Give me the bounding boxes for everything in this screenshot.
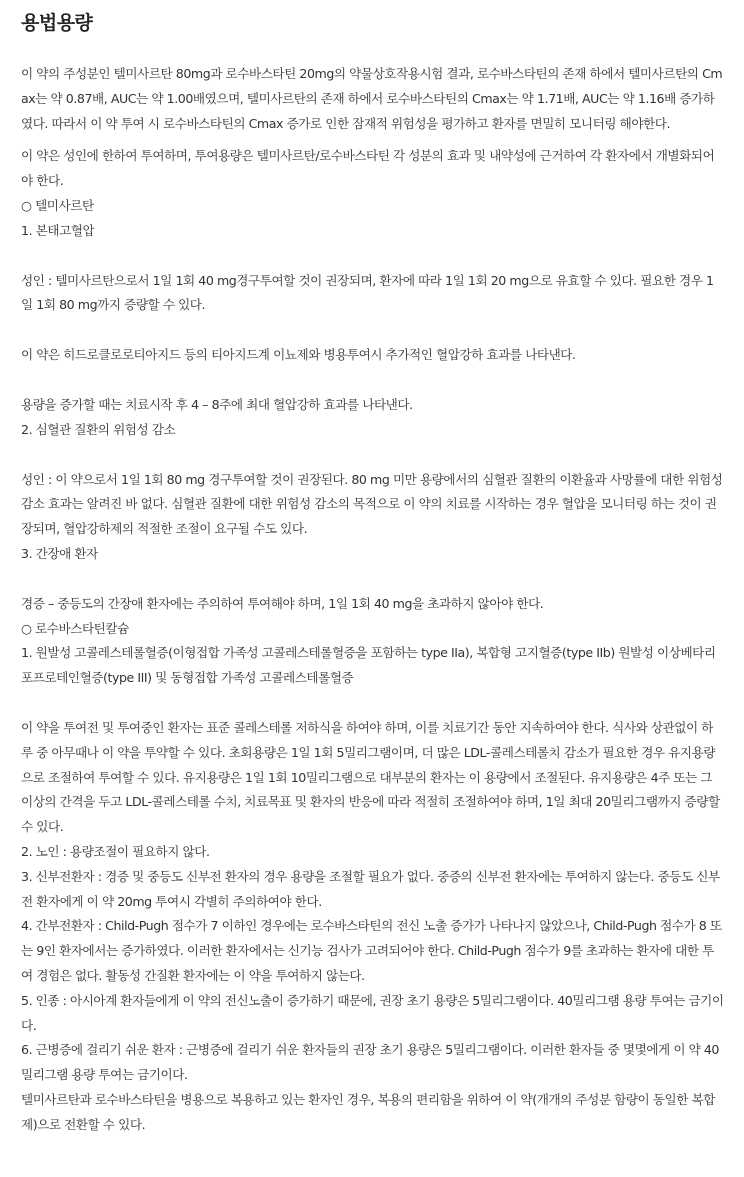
hypertension-adult-dose: 성인 : 텔미사르탄으로서 1일 1회 40 mg경구투여할 것이 권장되며, 환자에 따라 1일 1회 20 mg으로 유효할 수 있다. 필요한 경우 1일 1회 80 mg까지 증량할 수 있다. [21,272,714,313]
section-title: 용법용량 [21,12,93,34]
combination-switch-note: 텔미사르탄과 로수바스타틴을 병용으로 복용하고 있는 환자인 경우, 복용의 편리함을 위하여 이 약(개개의 주성분 함량이 동일한 복합제)으로 전환할 수 있다. [21,1091,715,1132]
hypertension-heading: 1. 본태고혈압 [21,222,95,238]
elderly-item: 2. 노인 : 용량조절이 필요하지 않다. [21,843,210,859]
hypercholesterolemia-heading: 1. 원발성 고콜레스테롤혈증(이형접합 가족성 고콜레스테롤혈증을 포함하는 type IIa), 복합형 고지혈증(type IIb) 원발성 이상베타리포프로테인혈증(type III) 및 동형접합 가족성 고콜레스테롤혈증 [21,645,716,686]
dose-increase-note: 용량을 증가할 때는 치료시작 후 4 – 8주에 최대 혈압강하 효과를 나타낸다. [21,396,413,412]
race-item: 5. 인종 : 아시아계 환자들에게 이 약의 전신노출이 증가하기 때문에, 권장 초기 용량은 5밀리그램이다. 40밀리그램 용량 투여는 금기이다. [21,992,724,1033]
myopathy-risk-item: 6. 근병증에 걸리기 쉬운 환자 : 근병증에 걸리기 쉬운 환자들의 권장 초기 용량은 5밀리그램이다. 이러한 환자들 중 몇몇에게 이 약 40밀리그램 용량 투여는 금기이다. [21,1042,719,1083]
hepatic-impairment-dose: 경증 – 중등도의 간장애 환자에는 주의하여 투여해야 하며, 1일 1회 40 mg을 초과하지 않아야 한다. [21,595,544,611]
dosage-content [21,62,724,1137]
diuretic-combination-note: 이 약은 히드로클로로티아지드 등의 티아지드계 이뇨제와 병용투여시 추가적인 혈압강하 효과를 나타낸다. [21,347,576,363]
adult-dosing-paragraph: 이 약은 성인에 한하여 투여하며, 투여용량은 텔미사르탄/로수바스타틴 각 성분의 효과 및 내약성에 근거하여 각 환자에서 개별화되어야 한다. [21,148,715,189]
cardiovascular-heading: 2. 심혈관 질환의 위험성 감소 [21,421,176,437]
rosuvastatin-dosing-paragraph: 이 약을 투여전 및 투여중인 환자는 표준 콜레스테롤 저하식을 하여야 하며, 이를 치료기간 동안 지속하여야 한다. 식사와 상관없이 하루 중 아무때나 이 약을 투약할 수 있다. 초회용량은 1일 1회 5밀리그램이며, 더 많은 LDL-콜레스테롤치 감소가 필요한 경우 유지용량으로 조절하여 투여할 수 있다. 유지용량은 1일 1회 10밀리그램으로 대부분의 환자는 이 용량에서 조절된다. 유지용량은 4주 또는 그 이상의 간격을 두고 LDL-콜레스테롤 수치, 치료목표 및 환자의 반응에 따라 적절히 조절하여야 하며, 1일 최대 20밀리그램까지 증량할 수 있다. [21,719,720,835]
hepatic-impairment-heading: 3. 간장애 환자 [21,545,98,561]
telmisartan-heading: ○ 텔미사르탄 [21,197,94,213]
interaction-paragraph: 이 약의 주성분인 텔미사르탄 80mg과 로수바스타틴 20mg의 약물상호작용시험 결과, 로수바스타틴의 존재 하에서 텔미사르탄의 Cmax는 약 0.87배, AUC는 약 1.00배였으며, 텔미사르탄의 존재 하에서 로수바스타틴의 Cmax는 약 1.71배, AUC는 약 1.16배 증가하였다. 따라서 이 약 투여 시 로수바스타틴의 Cmax 증가로 인한 잠재적 위험성을 평가하고 환자를 면밀히 모니터링 해야한다. [21,66,723,131]
renal-impairment-item: 3. 신부전환자 : 경증 및 중등도 신부전 환자의 경우 용량을 조절할 필요가 없다. 중증의 신부전 환자에는 투여하지 않는다. 중등도 신부전 환자에게 이 약 20mg 투여시 각별히 주의하여야 한다. [21,868,720,909]
cardiovascular-adult-dose: 성인 : 이 약으로서 1일 1회 80 mg 경구투여할 것이 권장된다. 80 mg 미만 용량에서의 심혈관 질환의 이환율과 사망률에 대한 위험성 감소 효과는 알려진 바 없다. 심혈관 질환에 대한 위험성 감소의 목적으로 이 약의 치료를 시작하는 경우 혈압을 모니터링 하는 것이 권장되며, 혈압강하제의 적절한 조절이 요구될 수도 있다. [21,471,723,537]
rosuvastatin-heading: ○ 로수바스타틴칼슘 [21,620,129,636]
hepatic-failure-item: 4. 간부전환자 : Child-Pugh 점수가 7 이하인 경우에는 로수바스타틴의 전신 노출 증가가 나타나지 않았으나, Child-Pugh 점수가 8 또는 9인 환자에서는 증가하였다. 이러한 환자에서는 신기능 검사가 고려되어야 한다. Child-Pugh 점수가 9를 초과하는 환자에 대한 투여 경험은 없다. 활동성 간질환 환자에는 이 약을 투여하지 않는다. [21,918,722,983]
